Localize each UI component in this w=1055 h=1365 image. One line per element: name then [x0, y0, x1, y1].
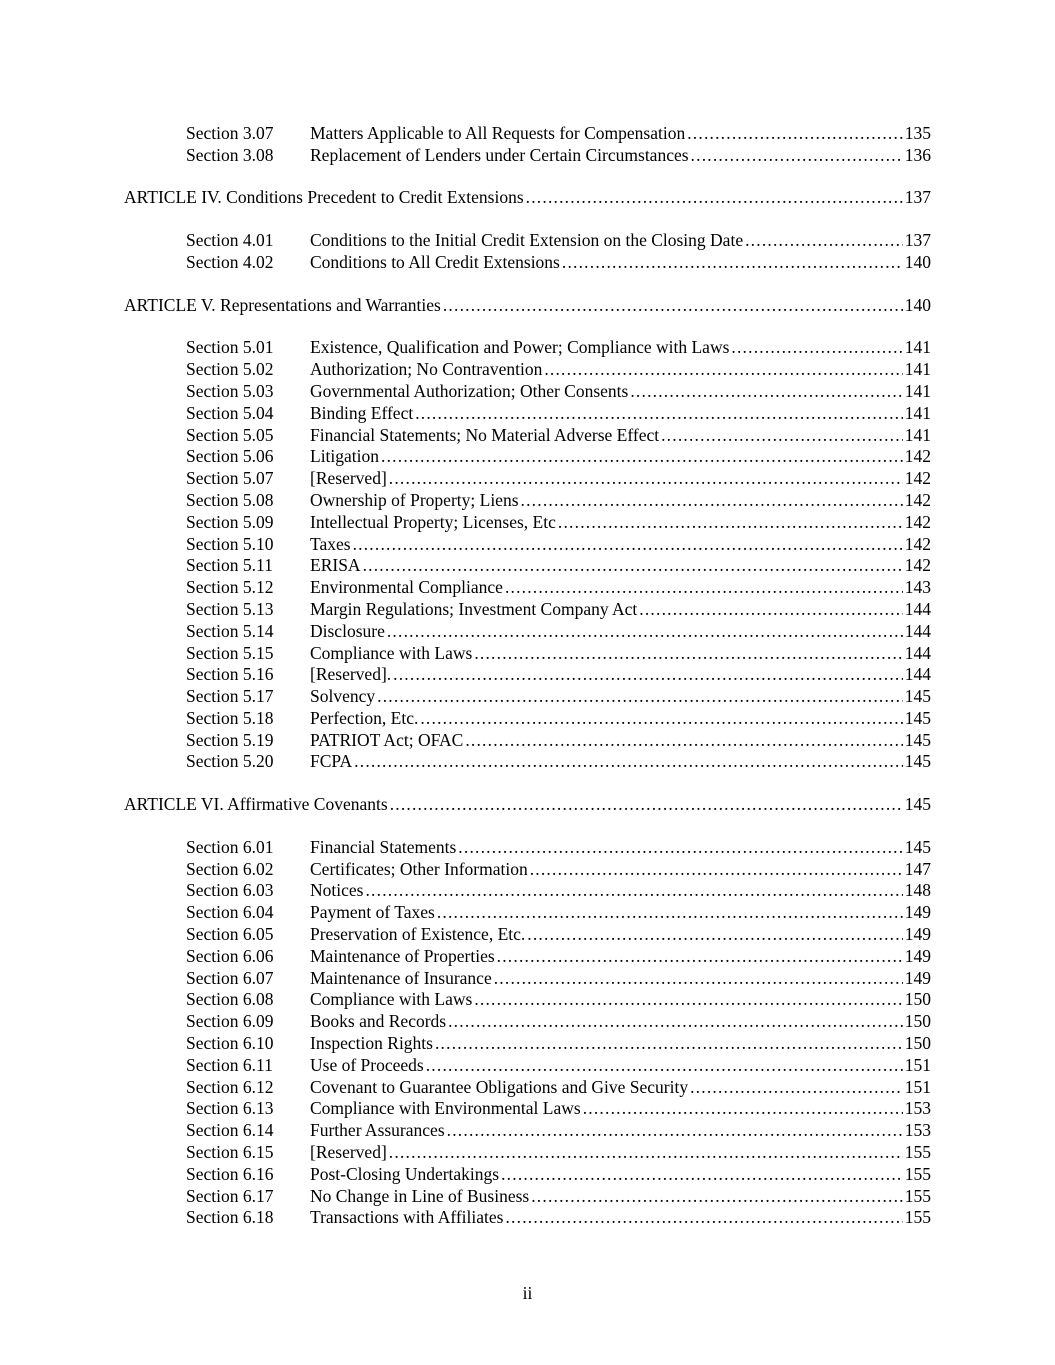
article-title: ARTICLE VI. Affirmative Covenants [124, 794, 388, 815]
section-page-number: 149 [904, 945, 931, 966]
section-page-number: 136 [904, 144, 931, 165]
section-title: Post-Closing Undertakings [310, 1163, 500, 1184]
dot-leader [365, 880, 902, 902]
section-title: Certificates; Other Information [310, 858, 528, 879]
section-title: Taxes [310, 533, 351, 554]
section-page-number: 151 [904, 1054, 931, 1075]
section-title: Maintenance of Properties [310, 945, 495, 966]
section-page-number: 155 [904, 1185, 931, 1206]
dot-leader [458, 837, 902, 859]
dot-leader [390, 794, 903, 816]
section-page-number: 144 [904, 620, 931, 641]
dot-leader [389, 468, 903, 490]
section-page-number: 142 [904, 489, 931, 510]
section-title: Disclosure [310, 620, 385, 641]
dot-leader [505, 1207, 902, 1229]
section-number: Section 5.11 [186, 555, 273, 576]
toc-section-entry[interactable] [124, 555, 931, 577]
toc-section-entry[interactable] [124, 145, 931, 167]
section-page-number: 144 [904, 664, 931, 685]
section-number: Section 6.14 [186, 1120, 274, 1141]
section-title: Compliance with Laws [310, 642, 473, 663]
dot-leader [448, 1011, 903, 1033]
section-title: Environmental Compliance [310, 577, 503, 598]
section-page-number: 144 [904, 642, 931, 663]
dot-leader [437, 902, 903, 924]
section-page-number: 141 [904, 402, 931, 423]
dot-leader [745, 230, 903, 252]
toc-section-entry[interactable] [124, 1164, 931, 1186]
toc-section-entry[interactable] [124, 1120, 931, 1142]
dot-leader [505, 577, 903, 599]
section-title: Existence, Qualification and Power; Compliance with Laws [310, 337, 730, 358]
dot-leader [389, 1142, 903, 1164]
section-page-number: 145 [904, 729, 931, 750]
section-page-number: 155 [904, 1207, 931, 1228]
section-number: Section 4.01 [186, 230, 274, 251]
toc-section-entry[interactable] [124, 230, 931, 252]
section-number: Section 5.16 [186, 664, 274, 685]
toc-section-entry[interactable] [124, 946, 931, 968]
toc-section-entry[interactable] [124, 403, 931, 425]
toc-section-entry[interactable] [124, 730, 931, 752]
section-number: Section 6.15 [186, 1142, 274, 1163]
article-page-number: 137 [904, 187, 931, 208]
section-number: Section 5.04 [186, 402, 274, 423]
dot-leader [474, 989, 902, 1011]
dot-leader [531, 1186, 903, 1208]
section-number: Section 6.09 [186, 1011, 274, 1032]
section-number: Section 3.08 [186, 144, 274, 165]
section-title: PATRIOT Act; OFAC [310, 729, 464, 750]
section-page-number: 153 [904, 1120, 931, 1141]
section-title: FCPA [310, 751, 353, 772]
section-title: Compliance with Environmental Laws [310, 1098, 581, 1119]
dot-leader [687, 123, 903, 145]
section-title: Notices [310, 880, 364, 901]
section-number: Section 6.16 [186, 1163, 274, 1184]
section-number: Section 6.12 [186, 1076, 274, 1097]
section-number: Section 4.02 [186, 251, 274, 272]
dot-leader [393, 664, 903, 686]
section-title: Litigation [310, 446, 380, 467]
section-page-number: 142 [904, 555, 931, 576]
section-page-number: 144 [904, 598, 931, 619]
dot-leader [415, 403, 903, 425]
section-title: Compliance with Laws [310, 989, 473, 1010]
toc-article-heading[interactable] [124, 187, 931, 209]
section-title: Ownership of Property; Liens [310, 489, 519, 510]
page-number: ii [522, 1283, 533, 1303]
section-page-number: 135 [904, 123, 931, 143]
section-page-number: 142 [904, 511, 931, 532]
section-title: Replacement of Lenders under Certain Circumstances [310, 144, 689, 165]
section-number: Section 5.13 [186, 598, 274, 619]
section-title: [Reserved]. [310, 664, 392, 685]
toc-section-entry[interactable] [124, 968, 931, 990]
section-number: Section 5.03 [186, 380, 274, 401]
toc-section-entry[interactable] [124, 1055, 931, 1077]
section-title: [Reserved] [310, 468, 387, 489]
dot-leader [661, 425, 903, 447]
section-number: Section 6.17 [186, 1185, 274, 1206]
spacer [124, 167, 931, 188]
toc-section-entry[interactable] [124, 512, 931, 534]
section-page-number: 145 [904, 751, 931, 772]
dot-leader [690, 1077, 903, 1099]
section-number: Section 6.18 [186, 1207, 274, 1228]
toc-section-entry[interactable] [124, 1077, 931, 1099]
toc-section-entry[interactable] [124, 534, 931, 556]
article-page-number: 140 [904, 294, 931, 315]
section-page-number: 149 [904, 967, 931, 988]
toc-section-entry[interactable] [124, 1011, 931, 1033]
section-page-number: 145 [904, 836, 931, 857]
dot-leader [501, 1164, 903, 1186]
dot-leader [630, 381, 902, 403]
dot-leader [731, 337, 902, 359]
toc-section-entry[interactable] [124, 989, 931, 1011]
section-title: Margin Regulations; Investment Company Act [310, 598, 638, 619]
dot-leader [497, 946, 903, 968]
section-number: Section 3.07 [186, 123, 274, 143]
section-number: Section 5.01 [186, 337, 274, 358]
article-title: ARTICLE IV. Conditions Precedent to Credit Extensions [124, 187, 524, 208]
dot-leader [377, 686, 903, 708]
dot-leader [435, 1033, 903, 1055]
article-title: ARTICLE V. Representations and Warranties [124, 294, 441, 315]
dot-leader [381, 446, 903, 468]
toc-section-entry[interactable] [124, 1207, 931, 1229]
toc-section-entry[interactable] [124, 880, 931, 902]
toc-section-entry[interactable] [124, 425, 931, 447]
section-page-number: 141 [904, 380, 931, 401]
section-number: Section 6.08 [186, 989, 274, 1010]
toc-section-entry[interactable] [124, 359, 931, 381]
section-number: Section 5.06 [186, 446, 274, 467]
section-page-number: 148 [904, 880, 931, 901]
section-title: ERISA [310, 555, 361, 576]
section-page-number: 151 [904, 1076, 931, 1097]
section-number: Section 6.10 [186, 1033, 274, 1054]
toc-section-entry[interactable] [124, 708, 931, 730]
section-page-number: 137 [904, 230, 931, 251]
toc-section-entry[interactable] [124, 446, 931, 468]
toc-section-entry[interactable] [124, 1142, 931, 1164]
toc-section-entry[interactable] [124, 252, 931, 274]
dot-leader [562, 252, 903, 274]
section-page-number: 142 [904, 446, 931, 467]
toc-section-entry[interactable] [124, 643, 931, 665]
toc-section-entry[interactable] [124, 1033, 931, 1055]
dot-leader [420, 708, 902, 730]
section-number: Section 6.05 [186, 924, 274, 945]
toc-article-heading[interactable] [124, 794, 931, 816]
section-number: Section 5.05 [186, 424, 274, 445]
spacer [124, 316, 931, 337]
table-of-contents [124, 123, 931, 1229]
section-page-number: 141 [904, 424, 931, 445]
dot-leader [354, 751, 903, 773]
section-page-number: 153 [904, 1098, 931, 1119]
section-title: [Reserved] [310, 1142, 387, 1163]
section-title: Conditions to the Initial Credit Extension on the Closing Date [310, 230, 744, 251]
section-title: Further Assurances [310, 1120, 445, 1141]
section-title: Maintenance of Insurance [310, 967, 492, 988]
section-number: Section 6.11 [186, 1054, 273, 1075]
section-page-number: 142 [904, 533, 931, 554]
toc-section-entry[interactable] [124, 490, 931, 512]
dot-leader [639, 599, 902, 621]
section-number: Section 6.01 [186, 836, 274, 857]
section-title: Preservation of Existence, Etc. [310, 924, 526, 945]
dot-leader [521, 490, 903, 512]
section-number: Section 5.07 [186, 468, 274, 489]
section-title: Financial Statements; No Material Adverse Effect [310, 424, 660, 445]
section-number: Section 5.20 [186, 751, 274, 772]
section-title: Covenant to Guarantee Obligations and Give Security [310, 1076, 689, 1097]
section-number: Section 5.17 [186, 686, 274, 707]
dot-leader [465, 730, 902, 752]
toc-section-entry[interactable] [124, 902, 931, 924]
section-page-number: 150 [904, 1033, 931, 1054]
dot-leader [691, 145, 903, 167]
section-title: Matters Applicable to All Requests for Compensation [310, 123, 686, 143]
section-title: Perfection, Etc. [310, 707, 419, 728]
section-title: Solvency [310, 686, 376, 707]
dot-leader [558, 512, 903, 534]
section-number: Section 5.08 [186, 489, 274, 510]
section-title: No Change in Line of Business [310, 1185, 530, 1206]
section-page-number: 145 [904, 686, 931, 707]
dot-leader [426, 1055, 903, 1077]
spacer [124, 274, 931, 295]
section-number: Section 5.18 [186, 707, 274, 728]
section-number: Section 6.13 [186, 1098, 274, 1119]
section-page-number: 155 [904, 1142, 931, 1163]
toc-section-entry[interactable] [124, 381, 931, 403]
section-page-number: 150 [904, 989, 931, 1010]
article-page-number: 145 [904, 794, 931, 815]
section-page-number: 145 [904, 707, 931, 728]
section-title: Books and Records [310, 1011, 447, 1032]
toc-section-entry[interactable] [124, 123, 931, 145]
section-title: Conditions to All Credit Extensions [310, 251, 560, 272]
section-page-number: 143 [904, 577, 931, 598]
dot-leader [526, 187, 903, 209]
toc-section-entry[interactable] [124, 468, 931, 490]
section-number: Section 5.19 [186, 729, 274, 750]
dot-leader [443, 295, 903, 317]
toc-section-entry[interactable] [124, 859, 931, 881]
section-title: Authorization; No Contravention [310, 359, 543, 380]
section-number: Section 6.07 [186, 967, 274, 988]
section-number: Section 5.12 [186, 577, 274, 598]
section-title: Financial Statements [310, 836, 457, 857]
toc-article-heading[interactable] [124, 295, 931, 317]
section-title: Inspection Rights [310, 1033, 433, 1054]
dot-leader [363, 555, 903, 577]
section-title: Intellectual Property; Licenses, Etc [310, 511, 556, 532]
section-number: Section 6.03 [186, 880, 274, 901]
spacer [124, 209, 931, 230]
section-page-number: 147 [904, 858, 931, 879]
section-page-number: 141 [904, 337, 931, 358]
dot-leader [583, 1098, 903, 1120]
section-page-number: 142 [904, 468, 931, 489]
toc-section-entry[interactable] [124, 751, 931, 773]
section-number: Section 6.04 [186, 902, 274, 923]
section-page-number: 155 [904, 1163, 931, 1184]
section-page-number: 141 [904, 359, 931, 380]
toc-section-entry[interactable] [124, 599, 931, 621]
dot-leader [447, 1120, 903, 1142]
section-number: Section 5.14 [186, 620, 274, 641]
dot-leader [527, 924, 902, 946]
section-page-number: 149 [904, 902, 931, 923]
dot-leader [494, 968, 903, 990]
section-page-number: 149 [904, 924, 931, 945]
section-title: Transactions with Affiliates [310, 1207, 504, 1228]
toc-section-entry[interactable] [124, 1186, 931, 1208]
dot-leader [353, 534, 903, 556]
toc-section-entry[interactable] [124, 577, 931, 599]
toc-section-entry[interactable] [124, 1098, 931, 1120]
toc-section-entry[interactable] [124, 621, 931, 643]
section-title: Binding Effect [310, 402, 414, 423]
dot-leader [544, 359, 902, 381]
toc-section-entry[interactable] [124, 686, 931, 708]
section-number: Section 5.15 [186, 642, 274, 663]
section-title: Use of Proceeds [310, 1054, 424, 1075]
toc-section-entry[interactable] [124, 837, 931, 859]
section-number: Section 5.09 [186, 511, 274, 532]
section-number: Section 6.06 [186, 945, 274, 966]
section-number: Section 6.02 [186, 858, 274, 879]
section-page-number: 140 [904, 251, 931, 272]
section-number: Section 5.10 [186, 533, 274, 554]
toc-section-entry[interactable] [124, 664, 931, 686]
toc-section-entry[interactable] [124, 924, 931, 946]
dot-leader [474, 643, 902, 665]
toc-section-entry[interactable] [124, 337, 931, 359]
spacer [124, 816, 931, 837]
section-page-number: 150 [904, 1011, 931, 1032]
section-title: Governmental Authorization; Other Consents [310, 380, 629, 401]
section-number: Section 5.02 [186, 359, 274, 380]
dot-leader [530, 859, 903, 881]
section-title: Payment of Taxes [310, 902, 435, 923]
dot-leader [387, 621, 903, 643]
spacer [124, 773, 931, 794]
